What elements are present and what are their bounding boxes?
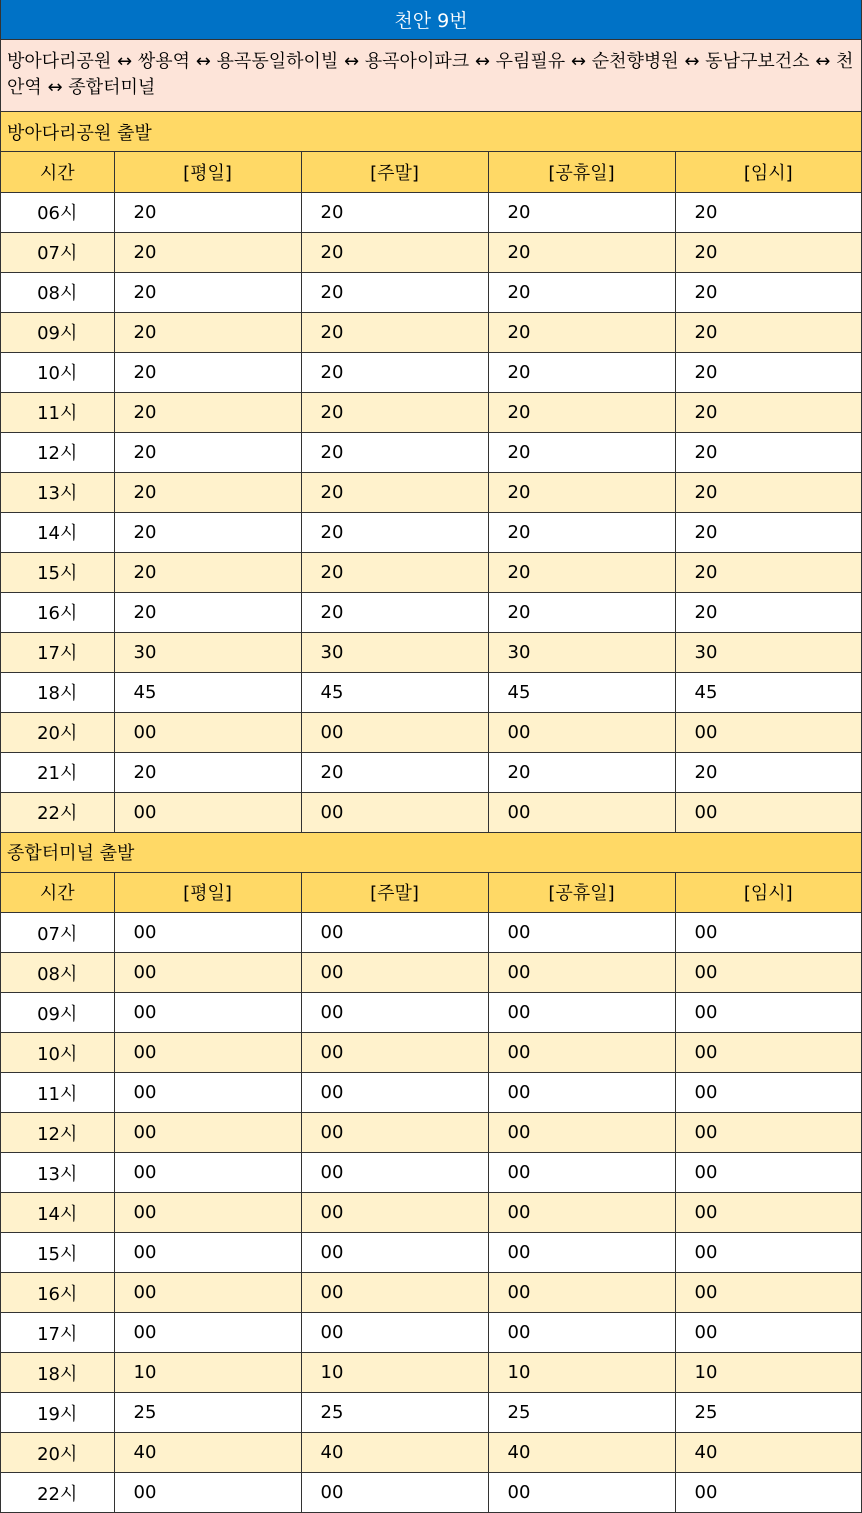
minute-cell: 00 xyxy=(114,1473,301,1513)
minute-cell: 00 xyxy=(675,1193,861,1233)
minute-cell: 00 xyxy=(675,1313,861,1353)
minute-cell: 45 xyxy=(114,672,301,712)
hour-cell: 14시 xyxy=(1,1193,114,1233)
minute-cell: 00 xyxy=(675,712,861,752)
minute-cell: 40 xyxy=(675,1433,861,1473)
table-row xyxy=(1,993,861,1033)
hour-cell: 21시 xyxy=(1,752,114,792)
page-title: 천안 9번 xyxy=(1,0,861,40)
minute-cell: 00 xyxy=(114,712,301,752)
table-row xyxy=(1,913,861,953)
hour-cell: 09시 xyxy=(1,312,114,352)
column-header: [주말] xyxy=(301,152,488,192)
minute-cell: 00 xyxy=(675,1073,861,1113)
minute-cell: 20 xyxy=(675,592,861,632)
minute-cell: 00 xyxy=(114,1153,301,1193)
minute-cell: 00 xyxy=(488,1273,675,1313)
timetable-sections xyxy=(1,112,861,1513)
minute-cell: 00 xyxy=(675,953,861,993)
minute-cell: 25 xyxy=(675,1393,861,1433)
minute-cell: 00 xyxy=(675,792,861,832)
hour-cell: 07시 xyxy=(1,913,114,953)
minute-cell: 10 xyxy=(114,1353,301,1393)
table-row xyxy=(1,1153,861,1193)
table-row xyxy=(1,1073,861,1113)
minute-cell: 00 xyxy=(301,1153,488,1193)
hour-cell: 15시 xyxy=(1,1233,114,1273)
column-header: [평일] xyxy=(114,152,301,192)
minute-cell: 00 xyxy=(488,1473,675,1513)
minute-cell: 20 xyxy=(114,192,301,232)
minute-cell: 20 xyxy=(675,352,861,392)
minute-cell: 30 xyxy=(675,632,861,672)
route-description: 방아다리공원 ↔ 쌍용역 ↔ 용곡동일하이빌 ↔ 용곡아이파크 ↔ 우림필유 ↔ 순천향병원 ↔ 동남구보건소 ↔ 천안역 ↔ 종합터미널 xyxy=(1,40,861,112)
minute-cell: 20 xyxy=(675,392,861,432)
minute-cell: 20 xyxy=(675,312,861,352)
table-row xyxy=(1,512,861,552)
minute-cell: 20 xyxy=(301,352,488,392)
table-row xyxy=(1,632,861,672)
minute-cell: 20 xyxy=(675,272,861,312)
minute-cell: 00 xyxy=(114,1273,301,1313)
table-row xyxy=(1,192,861,232)
hour-cell: 09시 xyxy=(1,993,114,1033)
table-row xyxy=(1,1473,861,1513)
minute-cell: 20 xyxy=(675,472,861,512)
minute-cell: 00 xyxy=(114,792,301,832)
minute-cell: 00 xyxy=(675,913,861,953)
minute-cell: 25 xyxy=(301,1393,488,1433)
minute-cell: 20 xyxy=(114,512,301,552)
minute-cell: 00 xyxy=(675,1153,861,1193)
hour-cell: 12시 xyxy=(1,1113,114,1153)
minute-cell: 00 xyxy=(488,1313,675,1353)
column-header: [공휴일] xyxy=(488,873,675,913)
minute-cell: 00 xyxy=(675,1273,861,1313)
table-row xyxy=(1,472,861,512)
hour-cell: 06시 xyxy=(1,192,114,232)
minute-cell: 00 xyxy=(488,1073,675,1113)
minute-cell: 20 xyxy=(488,552,675,592)
column-header-row xyxy=(1,873,861,913)
minute-cell: 20 xyxy=(675,512,861,552)
table-row xyxy=(1,792,861,832)
minute-cell: 20 xyxy=(114,432,301,472)
minute-cell: 20 xyxy=(488,232,675,272)
minute-cell: 00 xyxy=(114,993,301,1033)
minute-cell: 10 xyxy=(301,1353,488,1393)
hour-cell: 14시 xyxy=(1,512,114,552)
table-row xyxy=(1,592,861,632)
minute-cell: 00 xyxy=(301,1233,488,1273)
minute-cell: 10 xyxy=(675,1353,861,1393)
table-row xyxy=(1,1433,861,1473)
hour-cell: 17시 xyxy=(1,632,114,672)
table-row xyxy=(1,312,861,352)
hour-cell: 22시 xyxy=(1,1473,114,1513)
table-row xyxy=(1,552,861,592)
minute-cell: 00 xyxy=(488,913,675,953)
minute-cell: 00 xyxy=(675,993,861,1033)
minute-cell: 20 xyxy=(675,232,861,272)
column-header: [공휴일] xyxy=(488,152,675,192)
column-header: [임시] xyxy=(675,873,861,913)
minute-cell: 00 xyxy=(488,792,675,832)
minute-cell: 30 xyxy=(488,632,675,672)
minute-cell: 00 xyxy=(301,1033,488,1073)
table-row xyxy=(1,1113,861,1153)
minute-cell: 45 xyxy=(675,672,861,712)
hour-cell: 07시 xyxy=(1,232,114,272)
table-row xyxy=(1,752,861,792)
minute-cell: 20 xyxy=(488,272,675,312)
minute-cell: 00 xyxy=(301,792,488,832)
minute-cell: 00 xyxy=(114,953,301,993)
hour-cell: 10시 xyxy=(1,1033,114,1073)
minute-cell: 20 xyxy=(114,352,301,392)
minute-cell: 25 xyxy=(114,1393,301,1433)
table-row xyxy=(1,712,861,752)
minute-cell: 20 xyxy=(488,432,675,472)
minute-cell: 00 xyxy=(301,1313,488,1353)
hour-cell: 15시 xyxy=(1,552,114,592)
minute-cell: 20 xyxy=(675,552,861,592)
hour-cell: 19시 xyxy=(1,1393,114,1433)
minute-cell: 00 xyxy=(488,1233,675,1273)
table-row xyxy=(1,953,861,993)
minute-cell: 00 xyxy=(301,1113,488,1153)
minute-cell: 20 xyxy=(488,592,675,632)
minute-cell: 00 xyxy=(114,1233,301,1273)
hour-cell: 18시 xyxy=(1,672,114,712)
minute-cell: 00 xyxy=(488,1193,675,1233)
minute-cell: 00 xyxy=(488,1113,675,1153)
hour-cell: 22시 xyxy=(1,792,114,832)
column-header: [주말] xyxy=(301,873,488,913)
hour-cell: 16시 xyxy=(1,1273,114,1313)
schedule-table xyxy=(1,873,861,1513)
minute-cell: 00 xyxy=(301,1473,488,1513)
minute-cell: 20 xyxy=(675,752,861,792)
column-header: 시간 xyxy=(1,873,114,913)
minute-cell: 00 xyxy=(301,1073,488,1113)
minute-cell: 00 xyxy=(114,913,301,953)
hour-cell: 16시 xyxy=(1,592,114,632)
table-row xyxy=(1,392,861,432)
minute-cell: 20 xyxy=(114,472,301,512)
table-row xyxy=(1,1313,861,1353)
minute-cell: 45 xyxy=(301,672,488,712)
minute-cell: 10 xyxy=(488,1353,675,1393)
hour-cell: 20시 xyxy=(1,712,114,752)
minute-cell: 20 xyxy=(114,752,301,792)
minute-cell: 40 xyxy=(114,1433,301,1473)
minute-cell: 00 xyxy=(488,1033,675,1073)
table-row xyxy=(1,432,861,472)
minute-cell: 00 xyxy=(301,953,488,993)
hour-cell: 20시 xyxy=(1,1433,114,1473)
hour-cell: 10시 xyxy=(1,352,114,392)
minute-cell: 00 xyxy=(675,1233,861,1273)
hour-cell: 11시 xyxy=(1,392,114,432)
minute-cell: 20 xyxy=(488,312,675,352)
column-header: [평일] xyxy=(114,873,301,913)
hour-cell: 13시 xyxy=(1,472,114,512)
minute-cell: 00 xyxy=(488,1153,675,1193)
minute-cell: 00 xyxy=(675,1113,861,1153)
minute-cell: 00 xyxy=(488,712,675,752)
minute-cell: 20 xyxy=(488,512,675,552)
minute-cell: 20 xyxy=(301,312,488,352)
minute-cell: 20 xyxy=(301,192,488,232)
column-header: [임시] xyxy=(675,152,861,192)
minute-cell: 30 xyxy=(301,632,488,672)
minute-cell: 00 xyxy=(301,712,488,752)
hour-cell: 13시 xyxy=(1,1153,114,1193)
table-row xyxy=(1,672,861,712)
minute-cell: 20 xyxy=(114,272,301,312)
column-header-row xyxy=(1,152,861,192)
table-row xyxy=(1,1393,861,1433)
table-row xyxy=(1,232,861,272)
section-header: 방아다리공원 출발 xyxy=(1,112,861,152)
hour-cell: 08시 xyxy=(1,953,114,993)
minute-cell: 20 xyxy=(488,752,675,792)
hour-cell: 17시 xyxy=(1,1313,114,1353)
minute-cell: 20 xyxy=(114,592,301,632)
minute-cell: 00 xyxy=(488,953,675,993)
minute-cell: 00 xyxy=(301,1273,488,1313)
minute-cell: 20 xyxy=(488,472,675,512)
minute-cell: 00 xyxy=(114,1113,301,1153)
minute-cell: 00 xyxy=(675,1033,861,1073)
table-row xyxy=(1,1273,861,1313)
minute-cell: 40 xyxy=(488,1433,675,1473)
table-row xyxy=(1,272,861,312)
hour-cell: 11시 xyxy=(1,1073,114,1113)
minute-cell: 00 xyxy=(114,1193,301,1233)
section-header: 종합터미널 출발 xyxy=(1,833,861,873)
table-row xyxy=(1,1233,861,1273)
hour-cell: 18시 xyxy=(1,1353,114,1393)
table-row xyxy=(1,352,861,392)
table-row xyxy=(1,1353,861,1393)
minute-cell: 00 xyxy=(114,1073,301,1113)
table-row xyxy=(1,1193,861,1233)
minute-cell: 20 xyxy=(488,352,675,392)
minute-cell: 00 xyxy=(301,913,488,953)
minute-cell: 20 xyxy=(301,392,488,432)
minute-cell: 20 xyxy=(301,512,488,552)
minute-cell: 20 xyxy=(114,552,301,592)
minute-cell: 00 xyxy=(114,1313,301,1353)
minute-cell: 00 xyxy=(675,1473,861,1513)
minute-cell: 20 xyxy=(114,312,301,352)
minute-cell: 20 xyxy=(301,552,488,592)
hour-cell: 08시 xyxy=(1,272,114,312)
schedule-table xyxy=(1,152,861,833)
minute-cell: 20 xyxy=(488,392,675,432)
minute-cell: 20 xyxy=(301,752,488,792)
minute-cell: 45 xyxy=(488,672,675,712)
minute-cell: 20 xyxy=(301,272,488,312)
table-row xyxy=(1,1033,861,1073)
minute-cell: 20 xyxy=(488,192,675,232)
minute-cell: 00 xyxy=(114,1033,301,1073)
minute-cell: 20 xyxy=(301,592,488,632)
minute-cell: 20 xyxy=(301,432,488,472)
minute-cell: 00 xyxy=(488,993,675,1033)
minute-cell: 40 xyxy=(301,1433,488,1473)
minute-cell: 20 xyxy=(114,232,301,272)
minute-cell: 00 xyxy=(301,1193,488,1233)
minute-cell: 25 xyxy=(488,1393,675,1433)
hour-cell: 12시 xyxy=(1,432,114,472)
minute-cell: 20 xyxy=(114,392,301,432)
minute-cell: 00 xyxy=(301,993,488,1033)
minute-cell: 20 xyxy=(301,472,488,512)
column-header: 시간 xyxy=(1,152,114,192)
minute-cell: 20 xyxy=(675,432,861,472)
minute-cell: 20 xyxy=(675,192,861,232)
minute-cell: 20 xyxy=(301,232,488,272)
minute-cell: 30 xyxy=(114,632,301,672)
